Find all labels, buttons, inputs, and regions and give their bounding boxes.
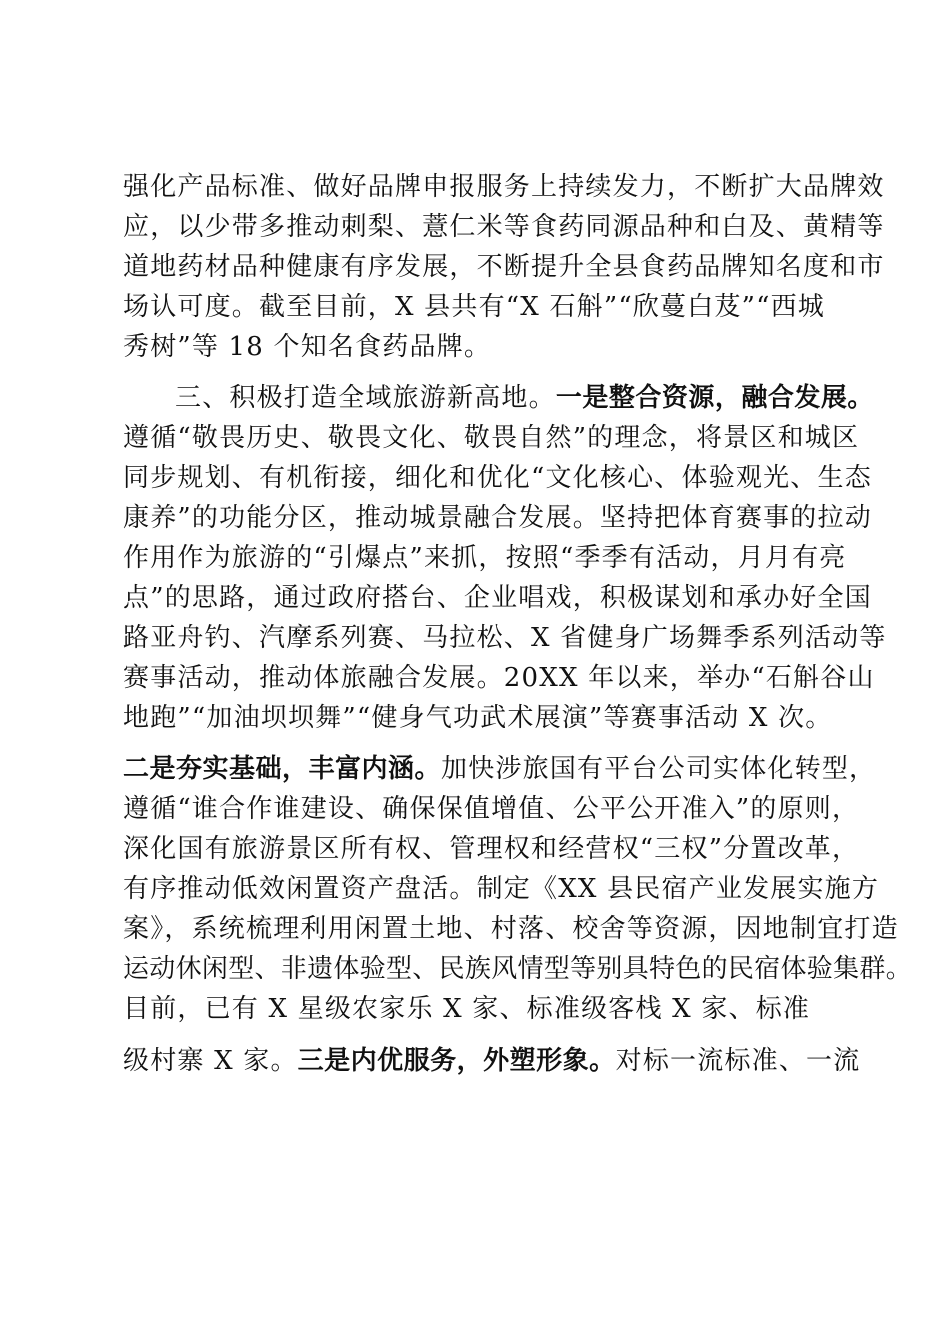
- paragraph-line: 有序推动低效闲置资产盘活。制定《XX 县民宿产业发展实施方: [123, 874, 880, 904]
- section-heading-line: [175, 378, 874, 418]
- point-3-title: 三是内优服务，外塑形象。: [297, 1046, 616, 1076]
- last-line-prefix: 级村寨 X 家。: [123, 1046, 298, 1076]
- paragraph-line: 赛事活动，推动体旅融合发展。20XX 年以来，举办“石斛谷山: [123, 663, 875, 693]
- section-heading: 三、积极打造全域旅游新高地。: [175, 383, 556, 413]
- paragraph-line: 路亚舟钓、汽摩系列赛、马拉松、X 省健身广场舞季系列活动等: [123, 623, 887, 653]
- paragraph-line: 遵循“敬畏历史、敬畏文化、敬畏自然”的理念，将景区和城区: [123, 423, 860, 453]
- paragraph-line: 应，以少带多推动刺梨、薏仁米等食药同源品种和白及、黄精等: [123, 212, 885, 242]
- paragraph-line: 道地药材品种健康有序发展，不断提升全县食药品牌知名度和市: [123, 252, 885, 282]
- paragraph-line: 地跑”“加油坝坝舞”“健身气功武术展演”等赛事活动 X 次。: [123, 703, 833, 733]
- point-2-title: 二是夯实基础，丰富内涵。: [123, 754, 442, 784]
- point-2-text: 加快涉旅国有平台公司实体化转型，: [441, 754, 877, 784]
- paragraph-line: 场认可度。截至目前，X 县共有“X 石斛”“欣蔓白芨”“西城: [123, 292, 826, 322]
- point-2-first-line: [123, 749, 877, 789]
- paragraph-line: 案》，系统梳理利用闲置土地、村落、校舍等资源，因地制宜打造: [123, 914, 899, 944]
- paragraph-line: 作用作为旅游的“引爆点”来抓，按照“季季有活动，月月有亮: [123, 543, 847, 573]
- paragraph-line: 强化产品标准、做好品牌申报服务上持续发力，不断扩大品牌效: [123, 172, 885, 202]
- paragraph-line: 康养”的功能分区，推动城景融合发展。坚持把体育赛事的拉动: [123, 503, 872, 533]
- paragraph-line: 同步规划、有机衔接，细化和优化“文化核心、体验观光、生态: [123, 463, 872, 493]
- paragraph-line: 深化国有旅游景区所有权、管理权和经营权“三权”分置改革，: [123, 834, 860, 864]
- paragraph-line: 目前，已有 X 星级农家乐 X 家、标准级客栈 X 家、标准: [123, 994, 811, 1024]
- point-1-title: 一是整合资源，融合发展。: [555, 383, 874, 413]
- last-line-suffix: 对标一流标准、一流: [615, 1046, 861, 1076]
- paragraph-line: 秀树”等 18 个知名食药品牌。: [123, 332, 492, 362]
- paragraph-line: 运动休闲型、非遗体验型、民族风情型等别具特色的民宿体验集群。: [123, 954, 913, 984]
- paragraph-line: 遵循“谁合作谁建设、确保保值增值、公平公开准入”的原则，: [123, 794, 860, 824]
- paragraph-line: 点”的思路，通过政府搭台、企业唱戏，积极谋划和承办好全国: [123, 583, 872, 613]
- last-line: [123, 1041, 861, 1081]
